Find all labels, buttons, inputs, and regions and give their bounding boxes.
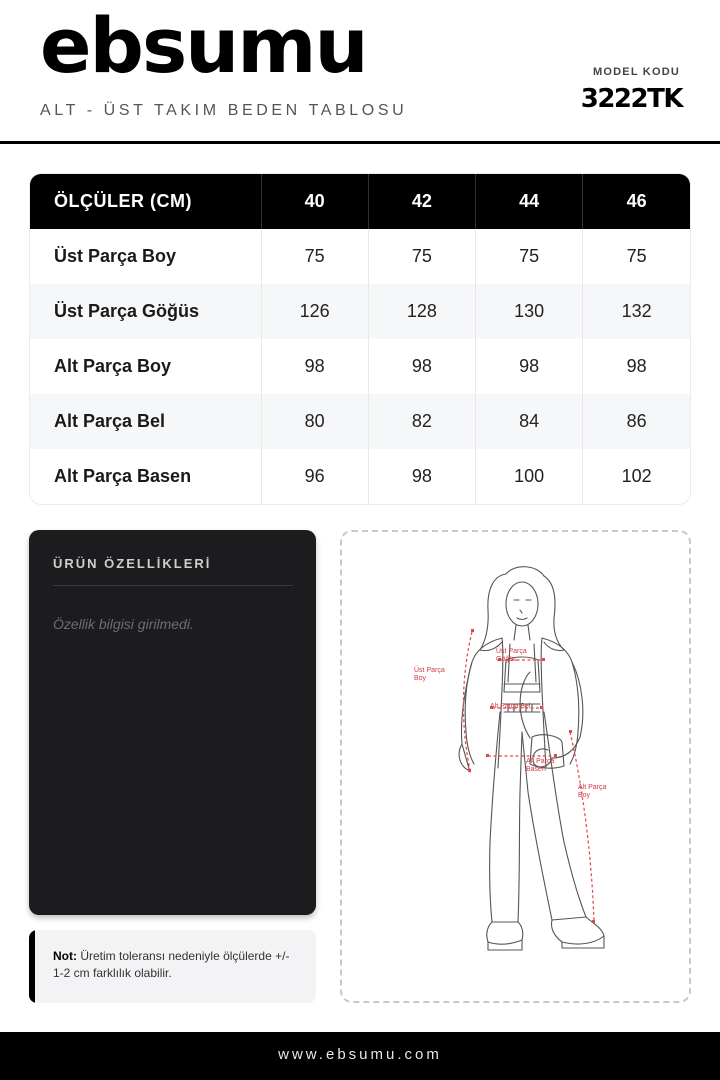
table-cell: 98 <box>368 449 475 504</box>
table-row <box>30 394 690 449</box>
table-cell: 75 <box>368 229 475 284</box>
table-cell: 98 <box>626 356 647 376</box>
measurement-figure <box>340 530 691 1003</box>
table-cell: 132 <box>621 301 652 321</box>
row-label: Alt Parça Basen <box>30 449 261 504</box>
measurement-ticks <box>468 629 595 923</box>
note-label: Not: <box>53 949 77 963</box>
table-cell: 75 <box>626 246 647 266</box>
model-code-value: 3222TK <box>580 84 682 114</box>
label-alt-bel: Alt Parça Bel <box>490 703 531 710</box>
brand-logo: ebsumu <box>40 1 367 90</box>
table-cell: 130 <box>476 284 583 339</box>
label-ust-boy-2: Boy <box>414 675 427 682</box>
header-cell-size-46: 46 <box>626 191 647 211</box>
size-table <box>30 174 690 504</box>
table-row <box>30 339 690 394</box>
table-cell: 75 <box>261 229 368 284</box>
product-features-panel <box>29 530 316 915</box>
measurement-lines <box>463 632 594 922</box>
model-illustration <box>342 532 689 1001</box>
model-code-label: MODEL KODU <box>593 66 680 78</box>
table-cell: 98 <box>261 339 368 394</box>
product-features-title: ÜRÜN ÖZELLİKLERİ <box>53 556 212 571</box>
table-row <box>30 449 690 504</box>
row-label: Üst Parça Boy <box>30 229 261 284</box>
table-cell: 98 <box>476 339 583 394</box>
table-cell: 96 <box>261 449 368 504</box>
table-cell: 84 <box>476 394 583 449</box>
row-label: Alt Parça Bel <box>30 394 261 449</box>
table-cell: 80 <box>261 394 368 449</box>
table-cell: 126 <box>261 284 368 339</box>
table-cell: 128 <box>368 284 475 339</box>
lower-length-line <box>570 732 594 922</box>
footer <box>0 1032 720 1080</box>
label-ust-boy-1: Üst Parça <box>414 667 445 674</box>
table-cell: 102 <box>621 466 652 486</box>
tolerance-note <box>29 930 316 1003</box>
page-subtitle: ALT - ÜST TAKIM BEDEN TABLOSU <box>40 102 408 119</box>
header-cell-size-44: 44 <box>476 174 583 229</box>
header-divider <box>0 141 720 144</box>
note-text-block <box>53 948 303 982</box>
table-row <box>30 229 690 284</box>
table-row <box>30 284 690 339</box>
note-accent-bar <box>29 930 35 1003</box>
label-ust-gogus-1: Üst Parça <box>496 648 527 655</box>
label-alt-basen-2: Basen <box>526 766 546 773</box>
table-cell: 75 <box>476 229 583 284</box>
label-ust-gogus-2: Göğüs <box>496 656 517 663</box>
table-cell: 82 <box>368 394 475 449</box>
product-features-divider <box>53 585 293 586</box>
note-body: Üretim toleransı nedeniyle ölçülerde +/- 1-2 cm farklılık olabilir. <box>53 949 290 980</box>
table-cell: 86 <box>626 411 647 431</box>
row-label: Alt Parça Boy <box>30 339 261 394</box>
label-alt-boy-1: Alt Parça <box>578 784 607 791</box>
label-alt-basen-1: Alt Parça <box>526 758 555 765</box>
header-cell-size-40: 40 <box>261 174 368 229</box>
row-label: Üst Parça Göğüs <box>30 284 261 339</box>
table-cell: 100 <box>476 449 583 504</box>
size-table-header-row <box>30 174 690 229</box>
size-table-card <box>29 173 691 505</box>
table-cell: 98 <box>368 339 475 394</box>
product-features-empty-text: Özellik bilgisi girilmedi. <box>53 616 194 632</box>
label-alt-boy-2: Boy <box>578 792 591 799</box>
header-cell-size-42: 42 <box>368 174 475 229</box>
header-cell-measurements: ÖLÇÜLER (CM) <box>30 174 261 229</box>
upper-length-line <box>463 632 472 770</box>
footer-website-link[interactable]: www.ebsumu.com <box>278 1046 442 1063</box>
header <box>0 0 720 144</box>
